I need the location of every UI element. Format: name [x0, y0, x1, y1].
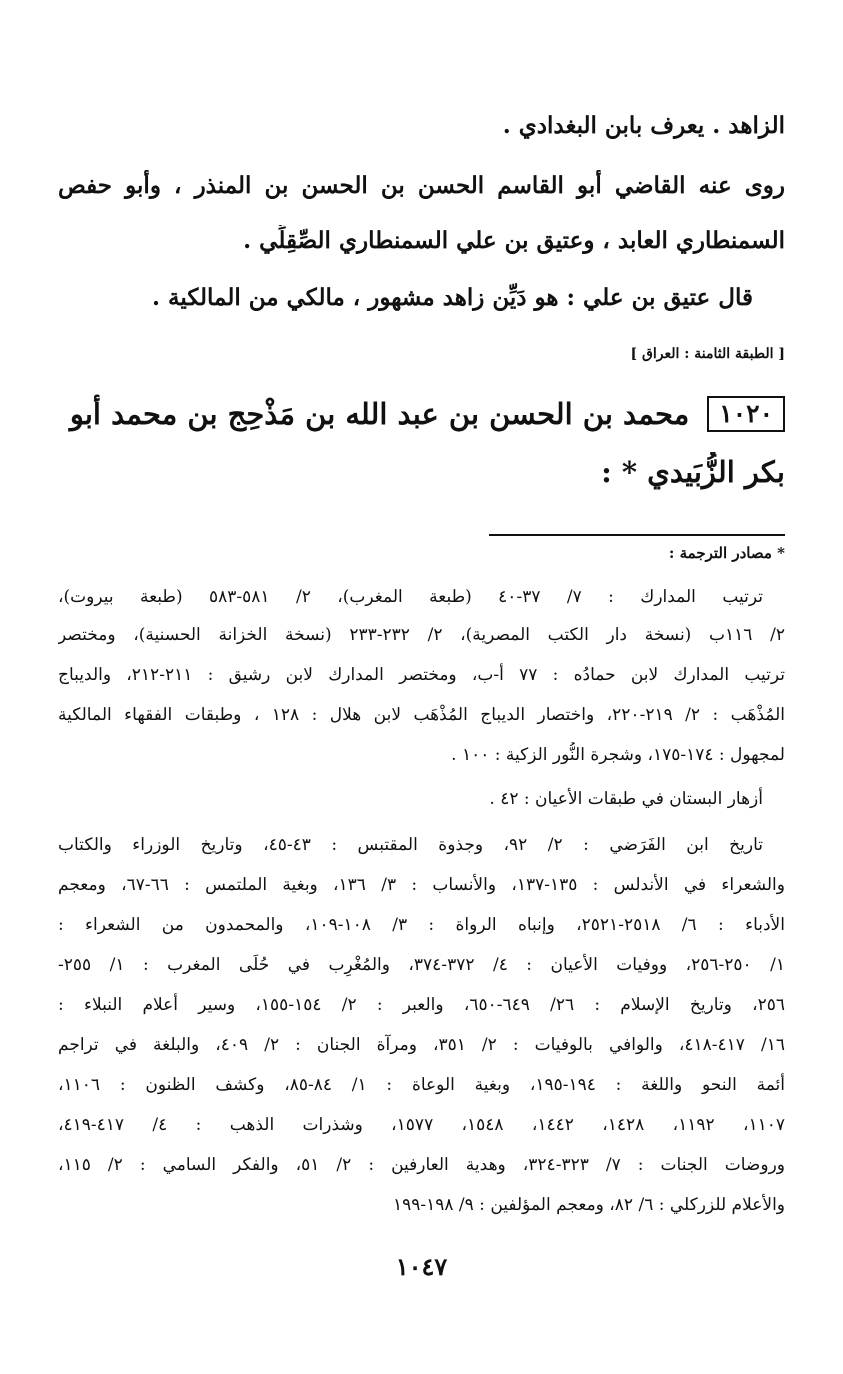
- footnote-line: ٢٥٦، وتاريخ الإسلام : ٢٦/ ٦٤٩-٦٥٠، والعبر : ٢/ ١٥٤-١٥٥، وسير أعلام النبلاء :: [58, 995, 785, 1015]
- entry-number: ١٠٢٠: [707, 396, 785, 432]
- footnote-heading: * مصادر الترجمة :: [668, 544, 785, 562]
- footnote-line: الأدباء : ٦/ ٢٥١٨-٢٥٢١، وإنباه الرواة : ٣/ ١٠٨-١٠٩، والمحمدون من الشعراء :: [58, 915, 785, 935]
- footnote-separator: [489, 534, 785, 536]
- footnote-line: أئمة النحو واللغة : ١٩٤-١٩٥، وبغية الوعاة : ١/ ٨٤-٨٥، وكشف الظنون : ١١٠٦،: [58, 1075, 785, 1095]
- footnote-line: ١١٠٧، ١١٩٢، ١٤٢٨، ١٤٤٢، ١٥٤٨، ١٥٧٧، وشذرات الذهب : ٤/ ٤١٧-٤١٩،: [58, 1115, 785, 1135]
- entry-heading: [58, 394, 785, 434]
- footnote-line: ترتيب المدارك : ٧/ ٣٧-٤٠ (طبعة المغرب)، ٢/ ٥٨١-٥٨٣ (طبعة بيروت)،: [58, 587, 763, 607]
- footnote-line: ترتيب المدارك لابن حمادُه : ٧٧ أ-ب، ومختصر المدارك لابن رشيق : ٢١١-٢١٢، والديباج: [58, 665, 785, 685]
- main-text-line: روى عنه القاضي أبو القاسم الحسن بن الحسن بن المنذر ، وأبو حفص: [58, 172, 785, 199]
- footnote-line: والأعلام للزركلي : ٦/ ٨٢، ومعجم المؤلفين : ٩/ ١٩٨-١٩٩: [392, 1195, 785, 1215]
- main-text-line: السمنطاري العابد ، وعتيق بن علي السمنطاري الصِّقِلِّي .: [243, 227, 785, 254]
- footnote-line: لمجهول : ١٧٤-١٧٥، وشجرة النُّور الزكية : ١٠٠ .: [451, 745, 785, 765]
- main-text-line: قال عتيق بن علي : هو دَيِّن زاهد مشهور ، مالكي من المالكية .: [152, 284, 753, 311]
- footnote-line: ٢/ ١١٦ب (نسخة دار الكتب المصرية)، ٢/ ٢٣٢-٢٣٣ (نسخة الخزانة الحسنية)، ومختصر: [58, 625, 785, 645]
- footnote-line: ١/ ٢٥٠-٢٥٦، ووفيات الأعيان : ٤/ ٣٧٢-٣٧٤، والمُغْرِب في حُلَى المغرب : ١/ ٢٥٥-: [58, 955, 785, 975]
- footnote-line: وروضات الجنات : ٧/ ٣٢٣-٣٢٤، وهدية العارفين : ٢/ ٥١، والفكر السامي : ٢/ ١١٥،: [58, 1155, 785, 1175]
- entry-title-line1: محمد بن الحسن بن عبد الله بن مَذْحِج بن محمد أبو: [69, 397, 690, 431]
- main-text-line: الزاهد . يعرف بابن البغدادي .: [502, 112, 785, 139]
- tabaqa-label: [ الطبقة الثامنة : العراق ]: [630, 346, 785, 362]
- footnote-line: أزهار البستان في طبقات الأعيان : ٤٢ .: [489, 789, 763, 809]
- entry-title-line2: بكر الزُّبَيدي * :: [601, 455, 785, 489]
- footnote-line: المُذْهَب : ٢/ ٢١٩-٢٢٠، واختصار الديباج المُذْهَب لابن هلال : ١٢٨ ، وطبقات الفقهاء المالكية: [58, 705, 785, 725]
- footnote-line: والشعراء في الأندلس : ١٣٥-١٣٧، والأنساب : ٣/ ١٣٦، وبغية الملتمس : ٦٦-٦٧، ومعجم: [58, 875, 785, 895]
- page-number: ١٠٤٧: [395, 1252, 448, 1281]
- footnote-line: تاريخ ابن الفَرَضي : ٢/ ٩٢، وجذوة المقتبس : ٤٣-٤٥، وتاريخ الوزراء والكتاب: [58, 835, 763, 855]
- footnote-line: ١٦/ ٤١٧-٤١٨، والوافي بالوفيات : ٢/ ٣٥١، ومرآة الجنان : ٢/ ٤٠٩، والبلغة في تراجم: [58, 1035, 785, 1055]
